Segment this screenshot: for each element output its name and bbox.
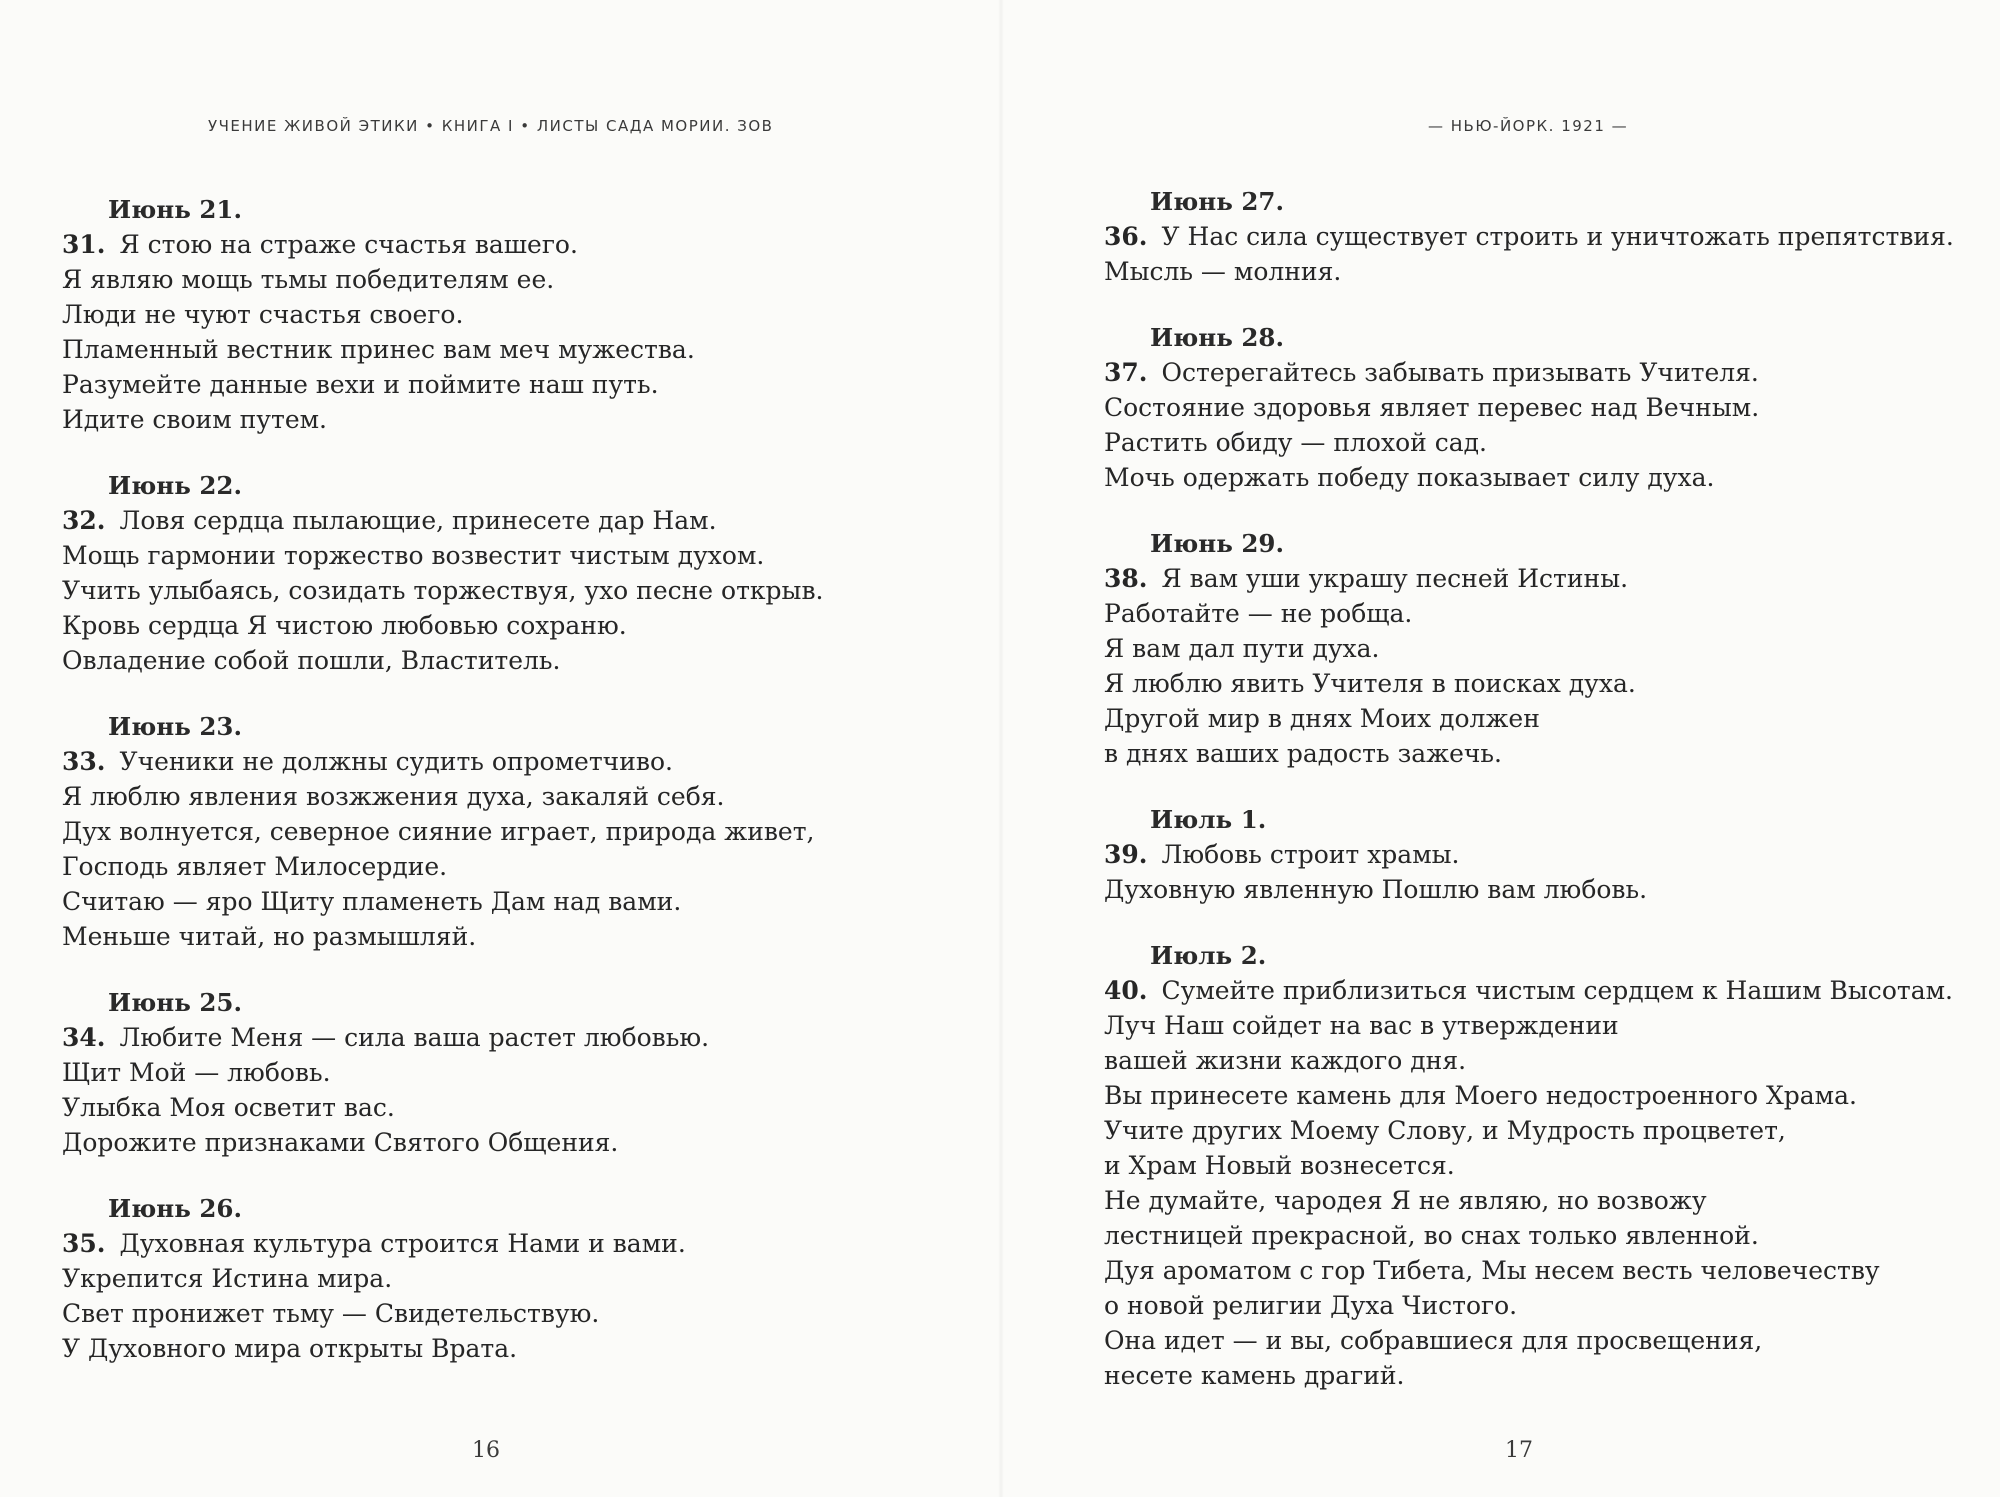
verse-line: [1104, 596, 1994, 631]
verse-line: [1104, 219, 1994, 254]
text-column: [62, 192, 962, 1397]
verse-number: 39.: [1104, 840, 1148, 869]
verse-line: [62, 608, 962, 643]
verse-text: Любовь строит храмы.: [1161, 840, 1460, 869]
verse-text: Любите Меня — сила ваша растет любовью.: [119, 1023, 710, 1052]
verse-line: [62, 1331, 962, 1366]
verse-line: [1104, 872, 1994, 907]
verse-line: [1104, 1043, 1994, 1078]
verse-text: Дуя ароматом с гор Тибета, Мы несем весть человечеству: [1104, 1256, 1880, 1285]
entry-date: Июль 2.: [1150, 941, 1267, 970]
verse-text: Остерегайтесь забывать призывать Учителя.: [1161, 358, 1759, 387]
entry-date: Июнь 21.: [108, 195, 242, 224]
verse-entry: [1104, 526, 1994, 771]
verse-line: [1104, 1358, 1994, 1393]
verse-entry: [62, 1191, 962, 1366]
verse-line: [1104, 631, 1994, 666]
verse-entry: [1104, 938, 1994, 1393]
verse-text: Улыбка Моя осветит вас.: [62, 1093, 395, 1122]
verse-line: [1104, 1288, 1994, 1323]
running-head: УЧЕНИЕ ЖИВОЙ ЭТИКИ • КНИГА I • ЛИСТЫ САДА МОРИИ. ЗОВ: [208, 117, 774, 135]
verse-line: [1104, 1323, 1994, 1358]
verse-line: [1104, 425, 1994, 460]
verse-text: Не думайте, чародея Я не являю, но возвожу: [1104, 1186, 1707, 1215]
right-page: [1000, 0, 2000, 1497]
verse-line: [62, 573, 962, 608]
verse-line: [62, 367, 962, 402]
verse-text: Мысль — молния.: [1104, 257, 1342, 286]
verse-line: [62, 643, 962, 678]
verse-text: Дорожите признаками Святого Общения.: [62, 1128, 619, 1157]
verse-entry: [62, 192, 962, 437]
verse-number: 35.: [62, 1229, 106, 1258]
verse-line: [62, 1226, 962, 1261]
verse-line: [62, 402, 962, 437]
verse-line: [1104, 1148, 1994, 1183]
verse-text: и Храм Новый вознесется.: [1104, 1151, 1455, 1180]
verse-text: Работайте — не робща.: [1104, 599, 1413, 628]
verse-text: Мощь гармонии торжество возвестит чистым духом.: [62, 541, 765, 570]
verse-text: Луч Наш сойдет на вас в утверждении: [1104, 1011, 1619, 1040]
verse-line: [1104, 973, 1994, 1008]
verse-text: У Духовного мира открыты Врата.: [62, 1334, 518, 1363]
verse-text: Сумейте приблизиться чистым сердцем к Нашим Высотам.: [1161, 976, 1953, 1005]
verse-line: [62, 332, 962, 367]
verse-line: [62, 1261, 962, 1296]
entry-date: Июнь 23.: [108, 712, 242, 741]
verse-line: [62, 538, 962, 573]
verse-line: [1104, 355, 1994, 390]
verse-text: Я люблю явить Учителя в поисках духа.: [1104, 669, 1636, 698]
page-number: 16: [472, 1438, 500, 1463]
verse-text: Я вам дал пути духа.: [1104, 634, 1380, 663]
verse-line: [1104, 666, 1994, 701]
verse-number: 38.: [1104, 564, 1148, 593]
entry-date: Июнь 28.: [1150, 323, 1284, 352]
verse-line: [1104, 701, 1994, 736]
running-head: — НЬЮ-ЙОРК. 1921 —: [1428, 117, 1629, 135]
verse-line: [62, 884, 962, 919]
verse-entry: [62, 468, 962, 678]
verse-line: [62, 1125, 962, 1160]
verse-line: [1104, 1113, 1994, 1148]
verse-text: Пламенный вестник принес вам меч мужества.: [62, 335, 695, 364]
verse-number: 36.: [1104, 222, 1148, 251]
entry-date: Июль 1.: [1150, 805, 1267, 834]
entry-date: Июнь 29.: [1150, 529, 1284, 558]
verse-text: Я вам уши украшу песней Истины.: [1161, 564, 1629, 593]
text-column: [1104, 184, 1994, 1424]
verse-line: [62, 919, 962, 954]
entry-date: Июнь 22.: [108, 471, 242, 500]
page-number: 17: [1505, 1438, 1533, 1463]
verse-text: Люди не чуют счастья своего.: [62, 300, 464, 329]
verse-line: [1104, 460, 1994, 495]
entry-date: Июнь 26.: [108, 1194, 242, 1223]
verse-text: Вы принесете камень для Моего недостроенного Храма.: [1104, 1081, 1857, 1110]
verse-line: [1104, 1253, 1994, 1288]
verse-text: о новой религии Духа Чистого.: [1104, 1291, 1518, 1320]
entry-date: Июнь 27.: [1150, 187, 1284, 216]
verse-text: Я стою на страже счастья вашего.: [119, 230, 578, 259]
verse-entry: [1104, 184, 1994, 289]
verse-text: Учите других Моему Слову, и Мудрость процветет,: [1104, 1116, 1786, 1145]
verse-text: несете камень драгий.: [1104, 1361, 1405, 1390]
verse-text: Ученики не должны судить опрометчиво.: [119, 747, 673, 776]
verse-line: [1104, 736, 1994, 771]
entry-date: Июнь 25.: [108, 988, 242, 1017]
verse-number: 32.: [62, 506, 106, 535]
verse-line: [62, 297, 962, 332]
verse-text: Господь являет Милосердие.: [62, 852, 448, 881]
verse-text: Разумейте данные вехи и поймите наш путь.: [62, 370, 659, 399]
verse-text: лестницей прекрасной, во снах только явленной.: [1104, 1221, 1759, 1250]
verse-line: [1104, 1218, 1994, 1253]
verse-line: [1104, 837, 1994, 872]
verse-line: [1104, 1008, 1994, 1043]
verse-number: 33.: [62, 747, 106, 776]
verse-text: Считаю — яро Щиту пламенеть Дам над вами.: [62, 887, 682, 916]
verse-entry: [1104, 320, 1994, 495]
verse-line: [1104, 1183, 1994, 1218]
verse-text: Духовную явленную Пошлю вам любовь.: [1104, 875, 1648, 904]
verse-line: [62, 262, 962, 297]
verse-text: Растить обиду — плохой сад.: [1104, 428, 1487, 457]
verse-text: Укрепится Истина мира.: [62, 1264, 393, 1293]
verse-number: 37.: [1104, 358, 1148, 387]
verse-text: Я люблю явления возжжения духа, закаляй себя.: [62, 782, 725, 811]
verse-line: [1104, 1078, 1994, 1113]
verse-text: Ловя сердца пылающие, принесете дар Нам.: [119, 506, 717, 535]
verse-text: в днях ваших радость зажечь.: [1104, 739, 1502, 768]
verse-text: Состояние здоровья являет перевес над Вечным.: [1104, 393, 1760, 422]
verse-text: Кровь сердца Я чистою любовью сохраню.: [62, 611, 627, 640]
verse-number: 34.: [62, 1023, 106, 1052]
verse-entry: [1104, 802, 1994, 907]
verse-line: [62, 814, 962, 849]
verse-line: [62, 1055, 962, 1090]
verse-text: Мочь одержать победу показывает силу духа.: [1104, 463, 1715, 492]
verse-line: [62, 779, 962, 814]
verse-text: Щит Мой — любовь.: [62, 1058, 331, 1087]
verse-text: Свет пронижет тьму — Свидетельствую.: [62, 1299, 600, 1328]
verse-text: Духовная культура строится Нами и вами.: [119, 1229, 686, 1258]
verse-line: [62, 503, 962, 538]
verse-line: [62, 1296, 962, 1331]
verse-line: [1104, 561, 1994, 596]
verse-text: Идите своим путем.: [62, 405, 328, 434]
verse-entry: [62, 985, 962, 1160]
verse-text: Она идет — и вы, собравшиеся для просвещения,: [1104, 1326, 1763, 1355]
verse-line: [62, 1090, 962, 1125]
verse-number: 40.: [1104, 976, 1148, 1005]
verse-line: [1104, 254, 1994, 289]
verse-text: Дух волнуется, северное сияние играет, природа живет,: [62, 817, 815, 846]
verse-text: Меньше читай, но размышляй.: [62, 922, 477, 951]
verse-text: У Нас сила существует строить и уничтожать препятствия.: [1161, 222, 1954, 251]
verse-text: Другой мир в днях Моих должен: [1104, 704, 1540, 733]
verse-line: [62, 744, 962, 779]
verse-text: вашей жизни каждого дня.: [1104, 1046, 1467, 1075]
verse-line: [1104, 390, 1994, 425]
verse-entry: [62, 709, 962, 954]
verse-text: Я являю мощь тьмы победителям ее.: [62, 265, 555, 294]
verse-number: 31.: [62, 230, 106, 259]
verse-line: [62, 849, 962, 884]
verse-text: Овладение собой пошли, Властитель.: [62, 646, 561, 675]
verse-text: Учить улыбаясь, созидать торжествуя, ухо песне открыв.: [62, 576, 824, 605]
verse-line: [62, 1020, 962, 1055]
verse-line: [62, 227, 962, 262]
